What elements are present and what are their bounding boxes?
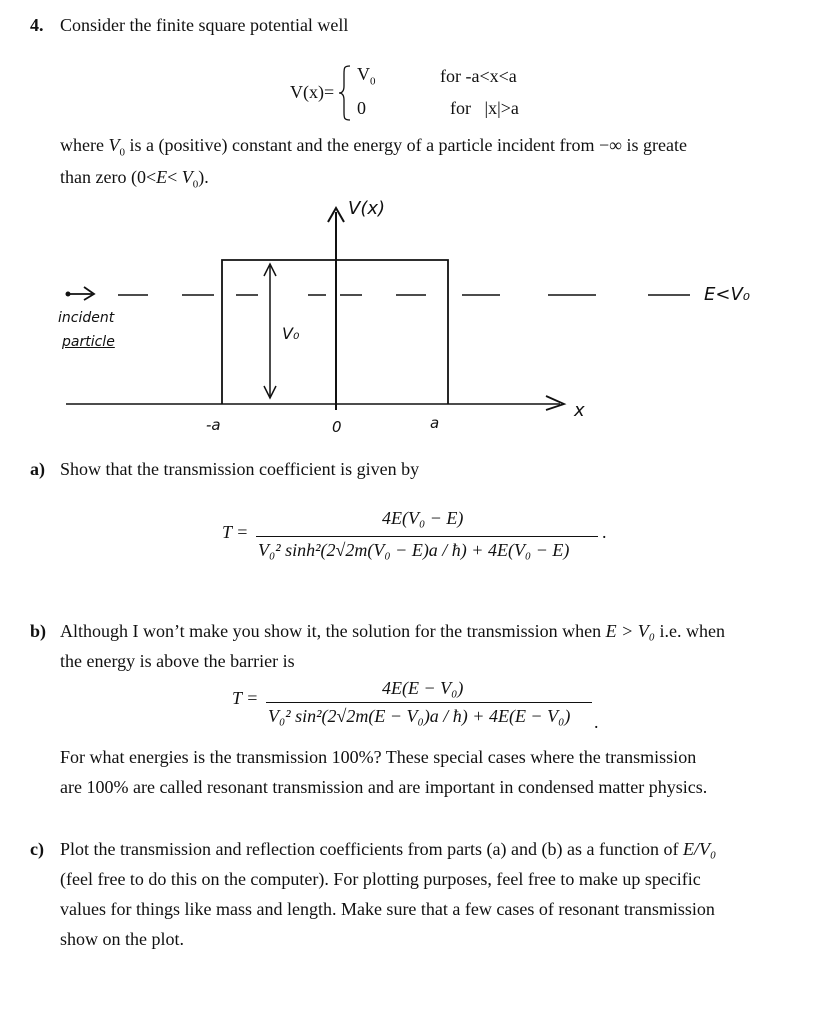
part-b-line-2: the energy is above the barrier is	[60, 651, 295, 671]
case2-condition: for |x|>a	[450, 98, 519, 118]
part-b-denominator: V₀² sin²(2√2m(E − V₀)a / ħ) + 4E(E − V₀)	[268, 706, 571, 726]
part-c-label: c)	[30, 839, 44, 859]
case1-condition: for -a<x<a	[440, 66, 517, 86]
x-axis-label: x	[574, 400, 585, 421]
where-line-1: where $V_0$ is a (positive) constant and the energy of a particle incident from −∞ is greate	[60, 135, 687, 159]
v-axis-label: V(x)	[348, 198, 386, 219]
potential-sketch	[0, 190, 826, 440]
part-b-line-3: For what energies is the transmission 100%? These special cases where the transmission	[60, 747, 697, 767]
tick-zero: 0	[332, 418, 342, 436]
energy-label: E<V₀	[704, 284, 750, 305]
part-a-fraction-bar	[256, 536, 598, 537]
question-number: 4.	[30, 15, 44, 35]
part-c-line-2: (feel free to do this on the computer). For plotting purposes, feel free to make up specific	[60, 869, 701, 889]
part-c-line-3: values for things like mass and length. Make sure that a few cases of resonant transmission	[60, 899, 715, 919]
question-title: Consider the finite square potential well	[60, 15, 349, 35]
particle-dot-icon	[66, 292, 71, 297]
part-b-label: b)	[30, 621, 47, 641]
particle-label: particle	[62, 334, 115, 350]
part-b-lhs: T =	[232, 688, 259, 708]
potential-lhs: V(x)=	[290, 82, 335, 102]
part-b-period: .	[594, 712, 599, 732]
case1-value: $V_0$	[357, 64, 376, 88]
part-a-period: .	[602, 522, 607, 542]
tick-minus-a: -a	[206, 416, 221, 434]
v0-label: V₀	[282, 324, 300, 343]
case2-value: 0	[357, 98, 366, 118]
part-b-line-4: are 100% are called resonant transmission and are important in condensed matter physics.	[60, 777, 708, 797]
part-a-numerator: 4E(V₀ − E)	[382, 508, 464, 528]
where-line-2: than zero $(0<E< V_0)$.	[60, 167, 209, 191]
part-b-fraction-bar	[266, 702, 592, 703]
left-brace-icon	[337, 64, 353, 122]
tick-a: a	[430, 414, 440, 432]
potential-definition	[285, 60, 545, 124]
part-c-line-4: show on the plot.	[60, 929, 184, 949]
part-b-numerator: 4E(E − V₀)	[382, 678, 464, 698]
part-b-line-1: Although I won’t make you show it, the solution for the transmission when E > V₀ i.e. when	[60, 621, 726, 641]
part-c-line-1: Plot the transmission and reflection coefficients from parts (a) and (b) as a function of E/V₀	[60, 839, 717, 859]
part-a-label: a)	[30, 459, 45, 479]
part-a-denominator: V₀² sinh²(2√2m(V₀ − E)a / ħ) + 4E(V₀ − E)	[258, 540, 570, 560]
part-a-text: Show that the transmission coefficient is given by	[60, 459, 420, 479]
incident-label: incident	[58, 310, 115, 326]
part-a-lhs: T =	[222, 522, 249, 542]
x-axis-arrow-icon	[546, 396, 564, 410]
